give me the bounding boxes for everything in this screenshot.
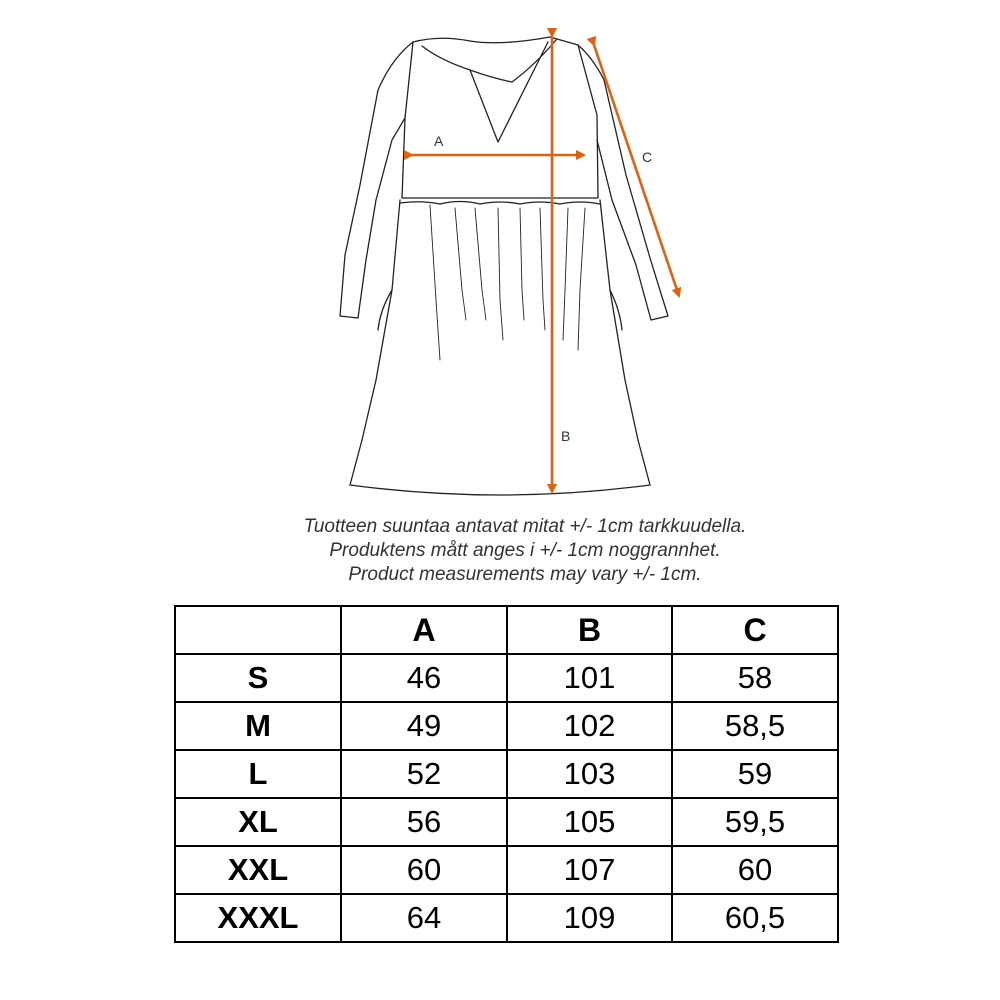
dress-outline [340,37,668,495]
size-cell: XL [175,798,341,846]
value-c: 60,5 [672,894,838,942]
value-b: 105 [507,798,672,846]
value-b: 103 [507,750,672,798]
note-swedish: Produktens mått anges i +/- 1cm noggrannhet. [329,540,721,561]
label-b: B [561,428,571,444]
size-cell: XXL [175,846,341,894]
size-cell: XXXL [175,894,341,942]
measure-a [412,133,584,155]
value-c: 59,5 [672,798,838,846]
measure-b [552,36,570,492]
measurement-note [0,515,1000,587]
value-b: 109 [507,894,672,942]
value-c: 59 [672,750,838,798]
value-a: 64 [341,894,507,942]
table-row [175,894,838,942]
table-row [175,702,838,750]
table-row [175,846,838,894]
label-a: A [434,133,444,149]
size-cell: L [175,750,341,798]
header-a: A [341,606,507,654]
header-c: C [672,606,838,654]
value-c: 60 [672,846,838,894]
value-b: 107 [507,846,672,894]
value-b: 102 [507,702,672,750]
label-c: C [642,149,653,165]
size-table [174,605,839,943]
table-row [175,798,838,846]
table-row [175,750,838,798]
value-c: 58 [672,654,838,702]
size-cell: S [175,654,341,702]
value-a: 60 [341,846,507,894]
table-row [175,654,838,702]
header-b: B [507,606,672,654]
value-a: 52 [341,750,507,798]
value-a: 46 [341,654,507,702]
header-corner [175,606,341,654]
note-finnish: Tuotteen suuntaa antavat mitat +/- 1cm tarkkuudella. [303,516,747,537]
size-cell: M [175,702,341,750]
value-a: 56 [341,798,507,846]
table-header-row [175,606,838,654]
value-b: 101 [507,654,672,702]
note-english: Product measurements may vary +/- 1cm. [348,564,702,585]
value-c: 58,5 [672,702,838,750]
value-a: 49 [341,702,507,750]
